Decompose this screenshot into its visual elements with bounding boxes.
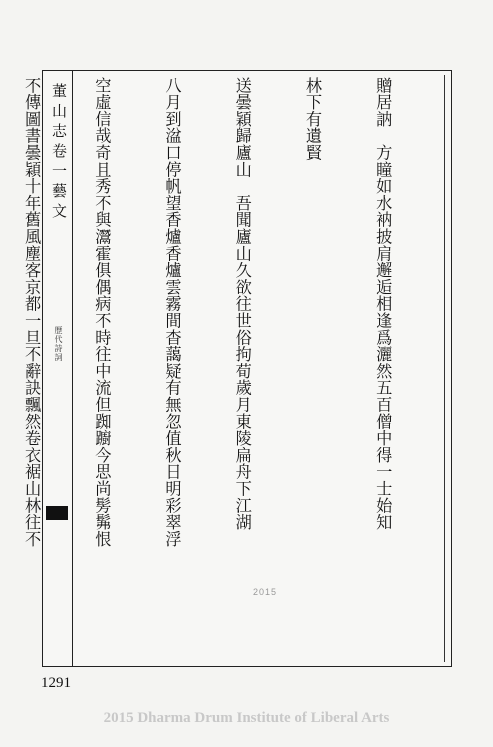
page-number: 1291 (41, 675, 71, 691)
watermark: 2015 Dharma Drum Institute of Liberal Arts (103, 710, 390, 726)
margin-title: 董山志卷一藝文 (50, 83, 68, 223)
text-column: 送曇穎歸廬山 吾聞廬山久欲往世俗拘荀歲月東陵扁舟下江湖 (232, 77, 252, 531)
faint-stamp: 2015 (253, 587, 278, 597)
text-column: 不傳圖書曇穎十年舊風塵客京都一旦不辭訣飄然卷衣裾山林往不 (22, 77, 42, 548)
text-column: 八月到湓口停帆望香爐香爐雲霧間杳藹疑有無忽值秋日明彩翠浮 (162, 77, 182, 548)
page-frame (22, 70, 452, 667)
text-column: 林下有遺賢 (302, 77, 322, 161)
text-column: 贈居訥 方瞳如水衲披肩邂逅相逢爲灑然五百僧中得一士始知 (373, 77, 393, 531)
text-column: 空虛信哉奇且秀不與灊霍俱偶病不時往中流但踟躕今思尚髣髴恨 (92, 77, 112, 548)
margin-subtitle: 歷代詩詞 (54, 326, 63, 362)
